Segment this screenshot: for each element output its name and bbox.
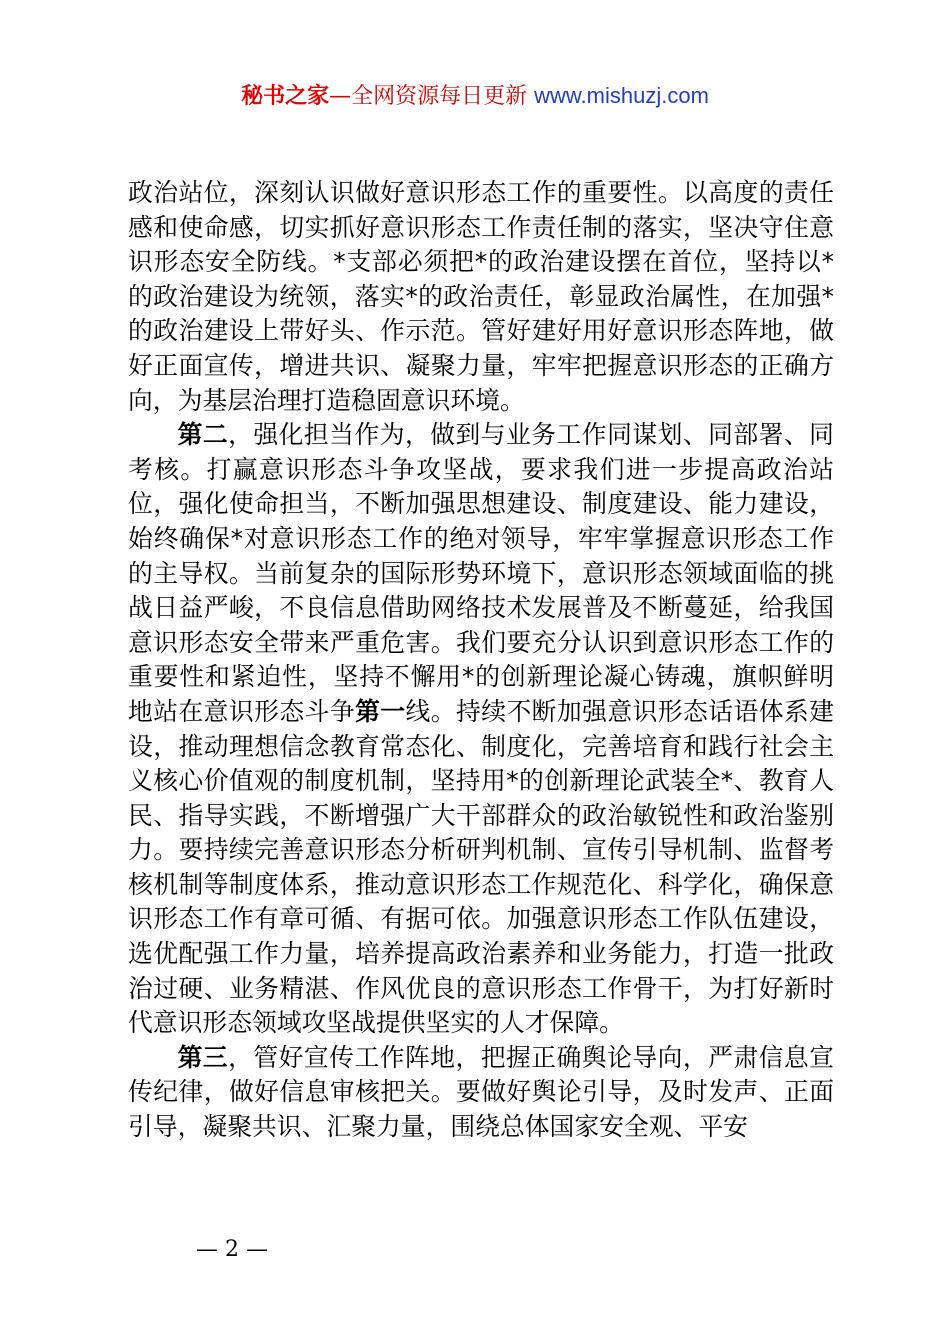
header-tagline: —全网资源每日更新 (329, 84, 528, 109)
paragraph-2 (128, 418, 834, 1041)
paragraph-3-text: ，管好宣传工作阵地，把握正确舆论导向，严肃信息宣传纪律，做好信息审核把关。要做好舆论引导，及时发声、正面引导，凝聚共识、汇聚力量，围绕总体国家安全观、平安 (128, 1042, 834, 1142)
page-number: — 2 — (196, 1237, 268, 1262)
paragraph-2-lead: 第二 (177, 420, 229, 450)
header-brand: 秘书之家 (241, 84, 330, 109)
paragraph-1 (128, 176, 834, 418)
paragraph-3 (128, 1041, 834, 1145)
paragraph-2-bold-term: 第一 (355, 696, 406, 726)
paragraph-1-text: 政治站位，深刻认识做好意识形态工作的重要性。以高度的责任感和使命感，切实抓好意识形态工作责任制的落实，坚决守住意识形态安全防线。*支部必须把*的政治建设摆在首位，坚持以*的政治建设为统领，落实*的政治责任，彰显政治属性，在加强*的政治建设上带好头、作示范。管好建好用好意识形态阵地，做好正面宣传，增进共识、凝聚力量，牢牢把握意识形态的正确方向，为基层治理打造稳固意识环境。 (128, 178, 834, 415)
page-header (0, 82, 950, 111)
document-body (128, 176, 834, 1145)
paragraph-2-text-2: 线。持续不断加强意识形态话语体系建设，推动理想信念教育常态化、制度化，完善培育和践行社会主义核心价值观的制度机制，坚持用*的创新理论武装全*、教育人民、指导实践，不断增强广大干部群众的政治敏锐性和政治鉴别力。要持续完善意识形态分析研判机制、宣传引导机制、监督考核机制等制度体系，推动意识形态工作规范化、科学化，确保意识形态工作有章可循、有据可依。加强意识形态工作队伍建设，选优配强工作力量，培养提高政治素养和业务能力，打造一批政治过硬、业务精湛、作风优良的意识形态工作骨干，为打好新时代意识形态领域攻坚战提供坚实的人才保障。 (128, 696, 834, 1038)
paragraph-3-lead: 第三 (177, 1042, 229, 1072)
header-site-url: www.mishuzj.com (534, 83, 709, 108)
paragraph-2-text-1: ，强化担当作为，做到与业务工作同谋划、同部署、同考核。打赢意识形态斗争攻坚战，要求我们进一步提高政治站位，强化使命担当，不断加强思想建设、制度建设、能力建设，始终确保*对意识形态工作的绝对领导，牢牢掌握意识形态工作的主导权。当前复杂的国际形势环境下，意识形态领域面临的挑战日益严峻，不良信息借助网络技术发展普及不断蔓延，给我国意识形态安全带来严重危害。我们要充分认识到意识形态工作的重要性和紧迫性，坚持不懈用*的创新理论凝心铸魂，旗帜鲜明地站在意识形态斗争 (128, 420, 834, 726)
